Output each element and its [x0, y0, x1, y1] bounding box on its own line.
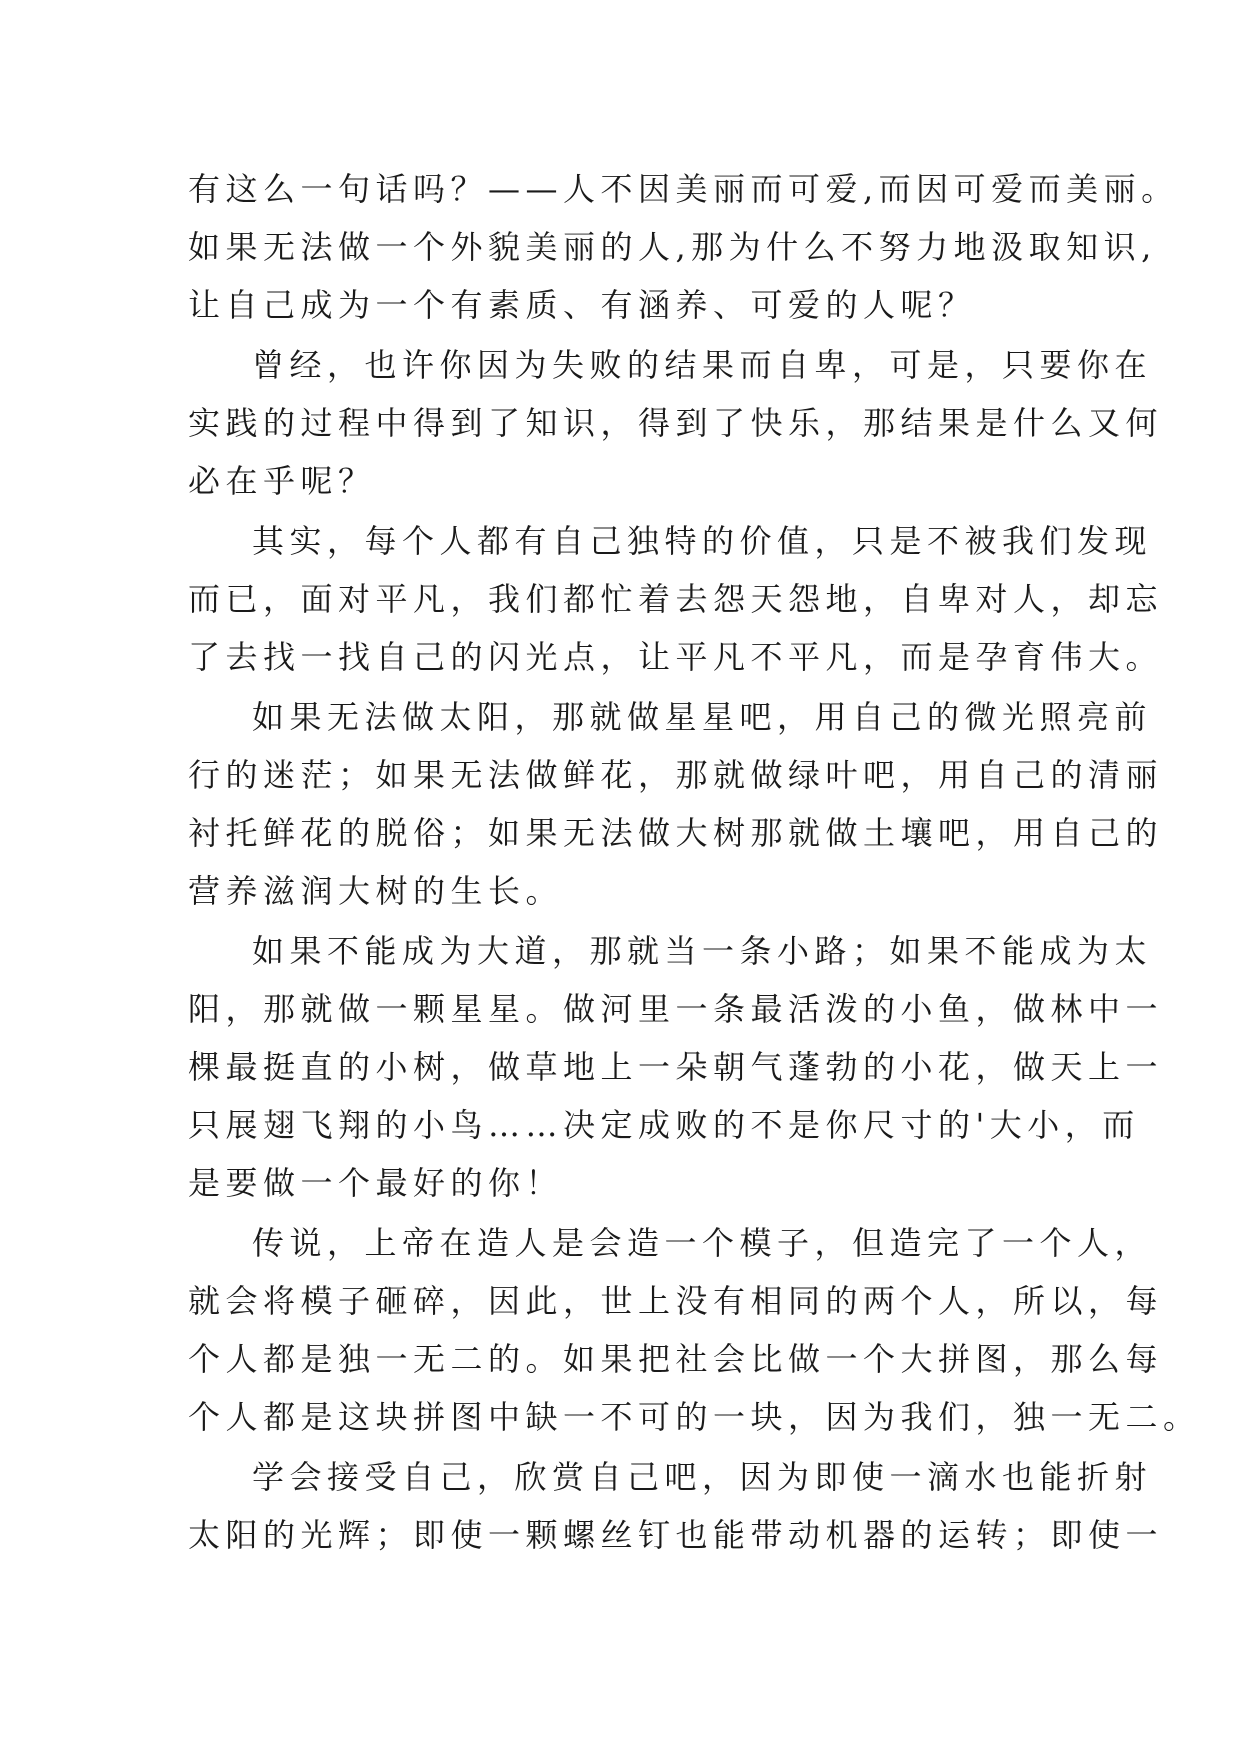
- text-line: 是要做一个最好的你！: [188, 1164, 564, 1202]
- text-line: 就会将模子砸碎，因此，世上没有相同的两个人，所以，每: [188, 1282, 1164, 1320]
- text-line: 个人都是独一无二的。如果把社会比做一个大拼图，那么每: [188, 1340, 1164, 1378]
- text-line: 而已，面对平凡，我们都忙着去怨天怨地，自卑对人，却忘: [188, 580, 1164, 618]
- text-line: 个人都是这块拼图中缺一不可的一块，因为我们，独一无二。: [188, 1398, 1201, 1436]
- text-line: 让自己成为一个有素质、有涵养、可爱的人呢？: [188, 286, 976, 324]
- text-line: 衬托鲜花的脱俗；如果无法做大树那就做土壤吧，用自己的: [188, 814, 1164, 852]
- text-line: 了去找一找自己的闪光点，让平凡不平凡，而是孕育伟大。: [188, 638, 1164, 676]
- text-line: 实践的过程中得到了知识，得到了快乐，那结果是什么又何: [188, 404, 1164, 442]
- text-line: 如果无法做一个外貌美丽的人,那为什么不努力地汲取知识,: [188, 228, 1157, 266]
- text-line: 太阳的光辉；即使一颗螺丝钉也能带动机器的运转；即使一: [188, 1516, 1164, 1554]
- paragraph-first-line: 传说，上帝在造人是会造一个模子，但造完了一个人，: [252, 1224, 1153, 1262]
- essay-body: [188, 160, 1201, 1564]
- paragraph-first-line: 如果无法做太阳，那就做星星吧，用自己的微光照亮前: [252, 698, 1153, 736]
- text-line: 有这么一句话吗？——人不因美丽而可爱,而因可爱而美丽。: [188, 170, 1179, 208]
- paragraph-first-line: 学会接受自己，欣赏自己吧，因为即使一滴水也能折射: [252, 1458, 1153, 1496]
- paragraph-first-line: 曾经，也许你因为失败的结果而自卑，可是，只要你在: [252, 346, 1153, 384]
- text-line: 必在乎呢？: [188, 462, 376, 500]
- text-line: 阳，那就做一颗星星。做河里一条最活泼的小鱼，做林中一: [188, 990, 1164, 1028]
- paragraph-first-line: 其实，每个人都有自己独特的价值，只是不被我们发现: [252, 522, 1153, 560]
- text-line: 只展翅飞翔的小鸟……决定成败的不是你尺寸的'大小，而: [188, 1106, 1140, 1144]
- text-line: 行的迷茫；如果无法做鲜花，那就做绿叶吧，用自己的清丽: [188, 756, 1164, 794]
- text-line: 棵最挺直的小树，做草地上一朵朝气蓬勃的小花，做天上一: [188, 1048, 1164, 1086]
- text-line: 营养滋润大树的生长。: [188, 872, 564, 910]
- paragraph-first-line: 如果不能成为大道，那就当一条小路；如果不能成为太: [252, 932, 1153, 970]
